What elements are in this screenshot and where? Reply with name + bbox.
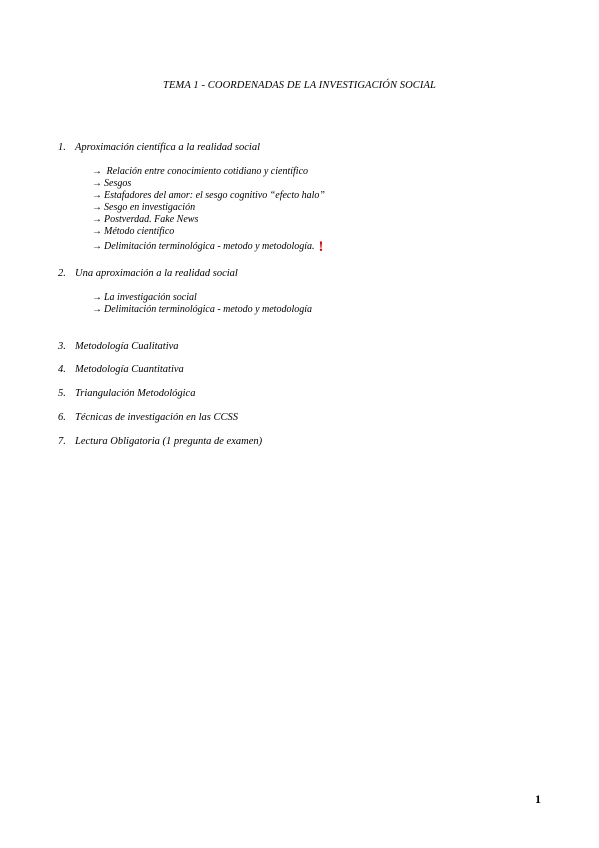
arrow-right-icon: → [92, 241, 102, 252]
section-1 [58, 142, 260, 153]
section-label: Lectura Obligatoria (1 pregunta de examen) [75, 436, 263, 447]
section-number: 3. [58, 341, 66, 352]
section-label: Triangulación Metodológica [75, 388, 196, 399]
subitem-label: Relación entre conocimiento cotidiano y científico [104, 166, 309, 177]
subitem-label: Método científico [104, 226, 175, 237]
subitem [92, 190, 325, 202]
subitem [92, 178, 131, 190]
arrow-right-icon: → [92, 202, 102, 213]
section-label: Metodología Cuantitativa [75, 364, 184, 375]
subitem-label: Sesgo en investigación [104, 202, 196, 213]
arrow-right-icon: → [92, 304, 102, 315]
subitem [92, 226, 174, 238]
section-number: 4. [58, 364, 66, 375]
page-number: 1 [535, 792, 541, 806]
arrow-right-icon: → [92, 190, 102, 201]
subitem [92, 202, 195, 214]
subitem-label: Sesgos [104, 178, 132, 189]
section-number: 2. [58, 268, 66, 279]
section-number: 7. [58, 436, 66, 447]
section-label: Metodología Cualitativa [75, 341, 179, 352]
exclamation-icon: ! [318, 239, 324, 255]
subitem [92, 166, 308, 178]
section-6 [58, 412, 238, 423]
subitem [92, 304, 312, 316]
section-7 [58, 436, 262, 447]
page-title: TEMA 1 - COORDENADAS DE LA INVESTIGACIÓN SOCIAL [163, 80, 436, 91]
section-number: 6. [58, 412, 66, 423]
section-label: Técnicas de investigación en las CCSS [75, 412, 239, 423]
section-number: 1. [58, 142, 66, 153]
subitem-label: La investigación social [104, 292, 197, 303]
subitem [92, 214, 198, 226]
subitem-label: Delimitación terminológica - metodo y metodología [104, 304, 313, 315]
arrow-right-icon: → [92, 292, 102, 303]
section-label: Una aproximación a la realidad social [75, 268, 238, 279]
section-5 [58, 388, 195, 399]
arrow-right-icon: → [92, 166, 102, 177]
subitem-label: Estafadores del amor: el sesgo cognitivo “efecto halo” [104, 190, 325, 201]
subitem-label: Postverdad. Fake News [104, 214, 199, 225]
section-number: 5. [58, 388, 66, 399]
arrow-right-icon: → [92, 214, 102, 225]
arrow-right-icon: → [92, 226, 102, 237]
section-3 [58, 341, 179, 352]
section-label: Aproximación científica a la realidad social [75, 142, 260, 153]
subitem [92, 292, 197, 304]
section-2 [58, 268, 238, 279]
subitem [92, 241, 324, 253]
arrow-right-icon: → [92, 178, 102, 189]
section-4 [58, 364, 184, 375]
subitem-label: Delimitación terminológica - metodo y metodología. [104, 241, 315, 252]
